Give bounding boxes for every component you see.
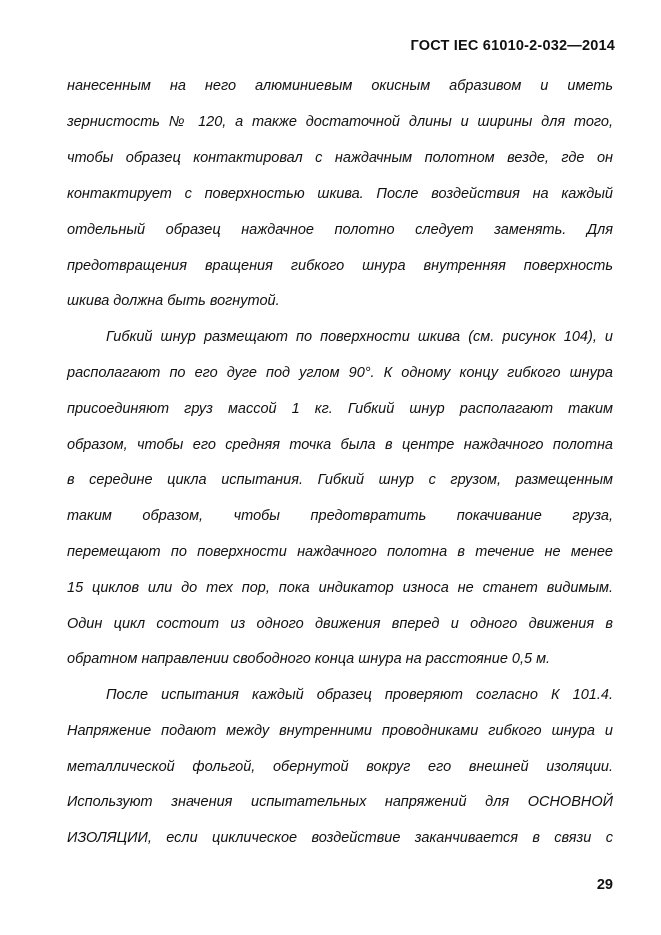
text-line: перемещают по поверхности наждачного полотна в течение не менее: [67, 544, 613, 560]
text-line: образом, чтобы его средняя точка была в центре наждачного полотна: [67, 437, 613, 453]
document-header: ГОСТ IEC 61010-2-032—2014: [410, 38, 615, 54]
text-line: Используют значения испытательных напряжений для ОСНОВНОЙ: [67, 794, 613, 810]
text-line: Напряжение подают между внутренними проводниками гибкого шнура и: [67, 723, 613, 739]
text-line: зернистость № 120, а также достаточной длины и ширины для того,: [67, 114, 613, 130]
text-line: ИЗОЛЯЦИИ, если циклическое воздействие заканчивается в связи с: [67, 830, 613, 846]
text-line: После испытания каждый образец проверяют согласно К 101.4.: [106, 687, 613, 703]
page-number: 29: [596, 877, 613, 893]
text-line: в середине цикла испытания. Гибкий шнур с грузом, размещенным: [67, 472, 613, 488]
text-line: шкива должна быть вогнутой.: [67, 293, 280, 309]
text-line: Один цикл состоит из одного движения вперед и одного движения в: [67, 616, 613, 632]
text-line: чтобы образец контактировал с наждачным полотном везде, где он: [67, 150, 613, 166]
text-line: располагают по его дуге под углом 90°. К одному концу гибкого шнура: [67, 365, 613, 381]
text-line: металлической фольгой, обернутой вокруг его внешней изоляции.: [67, 759, 613, 775]
text-line: 15 циклов или до тех пор, пока индикатор износа не станет видимым.: [67, 580, 613, 596]
text-line: присоединяют груз массой 1 кг. Гибкий шнур располагают таким: [67, 401, 613, 417]
text-line: обратном направлении свободного конца шнура на расстояние 0,5 м.: [67, 651, 551, 667]
text-line: отдельный образец наждачное полотно следует заменять. Для: [67, 222, 613, 238]
text-line: контактирует с поверхностью шкива. После воздействия на каждый: [67, 186, 613, 202]
text-line: Гибкий шнур размещают по поверхности шкива (см. рисунок 104), и: [106, 329, 613, 345]
text-line: таким образом, чтобы предотвратить покачивание груза,: [67, 508, 613, 524]
text-line: предотвращения вращения гибкого шнура внутренняя поверхность: [67, 258, 613, 274]
text-line: нанесенным на него алюминиевым окисным абразивом и иметь: [67, 78, 613, 94]
